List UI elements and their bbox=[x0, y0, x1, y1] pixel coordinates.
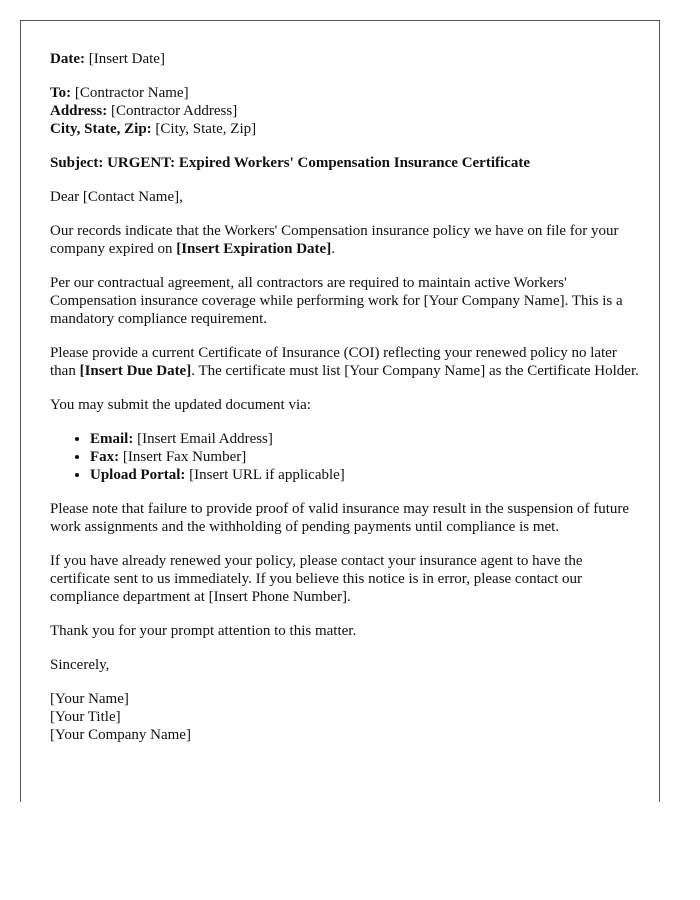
signature-block bbox=[50, 690, 640, 744]
address-line bbox=[50, 102, 640, 120]
recipient-block bbox=[50, 84, 640, 138]
subject-text: Subject: URGENT: Expired Workers' Compensation Insurance Certificate bbox=[50, 155, 530, 171]
city-state-zip-value: [City, State, Zip] bbox=[155, 121, 257, 137]
date-value: [Insert Date] bbox=[88, 51, 165, 67]
p3-text-before: Please provide a current Certificate of Insurance (COI) reflecting your renewed policy no later than bbox=[50, 345, 617, 379]
method-fax bbox=[90, 448, 640, 466]
date-line bbox=[50, 50, 640, 68]
salutation: Dear [Contact Name], bbox=[50, 189, 183, 205]
paragraph-requirement: Per our contractual agreement, all contractors are required to maintain active Workers' Compensation insurance coverage while performing work for [Your Company Name]. This is a mandatory compliance requirement. bbox=[50, 275, 623, 327]
method-upload-portal bbox=[90, 466, 640, 484]
letter-page bbox=[20, 20, 660, 802]
signature-company: [Your Company Name] bbox=[50, 727, 191, 743]
to-line bbox=[50, 84, 640, 102]
p1-text-before: Our records indicate that the Workers' Compensation insurance policy we have on file for your company expired on bbox=[50, 223, 619, 257]
date-label: Date: bbox=[50, 51, 85, 67]
closing: Sincerely, bbox=[50, 657, 110, 673]
paragraph-expiration bbox=[50, 222, 640, 258]
paragraph-consequences: Please note that failure to provide proof of valid insurance may result in the suspension of future work assignments and the withholding of pending payments until compliance is met. bbox=[50, 501, 630, 535]
paragraph-thanks: Thank you for your prompt attention to this matter. bbox=[50, 623, 357, 639]
city-state-zip-line bbox=[50, 120, 640, 138]
method-email-value: [Insert Email Address] bbox=[137, 431, 273, 447]
signature-name: [Your Name] bbox=[50, 691, 129, 707]
submission-methods-list bbox=[50, 430, 640, 484]
paragraph-renewed: If you have already renewed your policy, please contact your insurance agent to have the certificate sent to us immediately. If you believe this notice is in error, please contact our compliance department at [Insert Phone Number]. bbox=[50, 553, 583, 605]
signature-title: [Your Title] bbox=[50, 709, 121, 725]
p3-text-after: . The certificate must list [Your Company Name] as the Certificate Holder. bbox=[191, 363, 639, 379]
due-date: [Insert Due Date] bbox=[79, 363, 192, 379]
address-label: Address: bbox=[50, 103, 108, 119]
letter-body bbox=[50, 50, 640, 760]
paragraph-submit-via: You may submit the updated document via: bbox=[50, 397, 311, 413]
method-fax-label: Fax: bbox=[90, 449, 120, 465]
method-email-label: Email: bbox=[90, 431, 134, 447]
city-state-zip-label: City, State, Zip: bbox=[50, 121, 152, 137]
method-fax-value: [Insert Fax Number] bbox=[122, 449, 247, 465]
to-label: To: bbox=[50, 85, 72, 101]
address-value: [Contractor Address] bbox=[110, 103, 238, 119]
subject-line bbox=[50, 154, 640, 172]
p1-text-after: . bbox=[331, 241, 335, 257]
method-upload-portal-value: [Insert URL if applicable] bbox=[189, 467, 345, 483]
paragraph-due-date bbox=[50, 344, 640, 380]
expiration-date: [Insert Expiration Date] bbox=[176, 241, 332, 257]
method-email bbox=[90, 430, 640, 448]
method-upload-portal-label: Upload Portal: bbox=[90, 467, 186, 483]
to-value: [Contractor Name] bbox=[74, 85, 189, 101]
